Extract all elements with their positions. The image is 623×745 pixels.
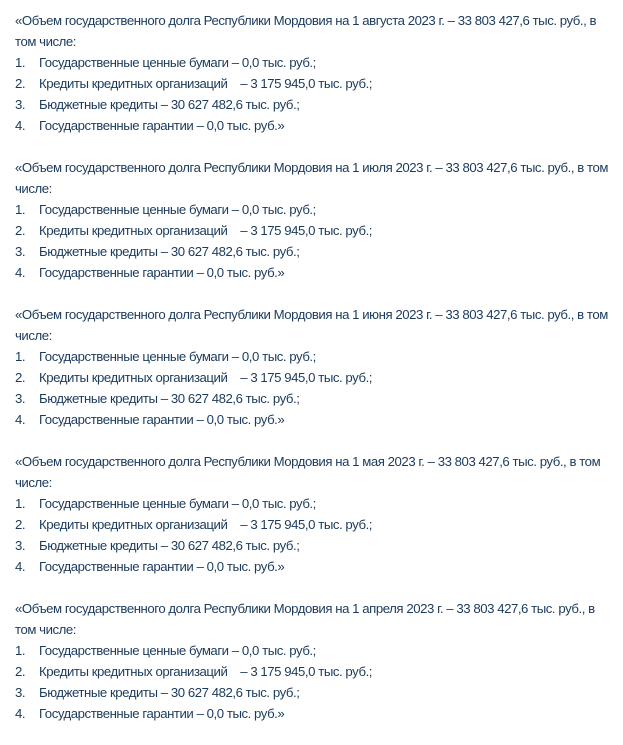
debt-block-intro: «Объем государственного долга Республики Мордовия на 1 июля 2023 г. – 33 803 427,6 тыс. руб., в том числе: xyxy=(15,160,608,196)
list-item-text: Кредиты кредитных организаций – 3 175 945,0 тыс. руб.; xyxy=(39,76,372,91)
list-item xyxy=(15,52,615,73)
list-item xyxy=(15,535,615,556)
list-item-number: 4. xyxy=(15,265,26,280)
debt-items-list xyxy=(15,346,615,430)
debt-report-content xyxy=(15,10,615,745)
list-item-text: Бюджетные кредиты – 30 627 482,6 тыс. руб.; xyxy=(39,244,300,259)
list-item-number: 4. xyxy=(15,706,26,721)
list-item xyxy=(15,640,615,661)
list-item xyxy=(15,703,615,724)
debt-items-list xyxy=(15,493,615,577)
list-item-text: Государственные гарантии – 0,0 тыс. руб.» xyxy=(39,706,285,721)
debt-block-july xyxy=(15,157,615,283)
list-item-text: Кредиты кредитных организаций – 3 175 945,0 тыс. руб.; xyxy=(39,370,372,385)
list-item xyxy=(15,115,615,136)
list-item-text: Государственные гарантии – 0,0 тыс. руб.» xyxy=(39,559,285,574)
debt-block-may xyxy=(15,451,615,577)
list-item xyxy=(15,514,615,535)
list-item-text: Государственные гарантии – 0,0 тыс. руб.» xyxy=(39,118,285,133)
debt-items-list xyxy=(15,199,615,283)
debt-block-intro: «Объем государственного долга Республики Мордовия на 1 мая 2023 г. – 33 803 427,6 тыс. руб., в том числе: xyxy=(15,454,601,490)
list-item-text: Бюджетные кредиты – 30 627 482,6 тыс. руб.; xyxy=(39,538,300,553)
list-item-text: Бюджетные кредиты – 30 627 482,6 тыс. руб.; xyxy=(39,97,300,112)
list-item-text: Бюджетные кредиты – 30 627 482,6 тыс. руб.; xyxy=(39,391,300,406)
list-item xyxy=(15,346,615,367)
debt-items-list xyxy=(15,640,615,724)
list-item-number: 1. xyxy=(15,496,26,511)
debt-items-list xyxy=(15,52,615,136)
list-item-number: 3. xyxy=(15,538,26,553)
list-item-text: Государственные гарантии – 0,0 тыс. руб.» xyxy=(39,265,285,280)
list-item-text: Кредиты кредитных организаций – 3 175 945,0 тыс. руб.; xyxy=(39,664,372,679)
list-item-text: Кредиты кредитных организаций – 3 175 945,0 тыс. руб.; xyxy=(39,517,372,532)
list-item xyxy=(15,409,615,430)
list-item-number: 3. xyxy=(15,244,26,259)
list-item-number: 2. xyxy=(15,223,26,238)
debt-block-intro: «Объем государственного долга Республики Мордовия на 1 июня 2023 г. – 33 803 427,6 тыс. руб., в том числе: xyxy=(15,307,608,343)
list-item-number: 3. xyxy=(15,97,26,112)
list-item-number: 1. xyxy=(15,643,26,658)
list-item xyxy=(15,73,615,94)
list-item xyxy=(15,199,615,220)
list-item xyxy=(15,367,615,388)
debt-block-intro: «Объем государственного долга Республики Мордовия на 1 апреля 2023 г. – 33 803 427,6 тыс. руб., в том числе: xyxy=(15,601,595,637)
list-item xyxy=(15,661,615,682)
list-item-text: Государственные гарантии – 0,0 тыс. руб.» xyxy=(39,412,285,427)
list-item-text: Государственные ценные бумаги – 0,0 тыс. руб.; xyxy=(39,55,316,70)
list-item xyxy=(15,262,615,283)
list-item-number: 4. xyxy=(15,118,26,133)
list-item-number: 3. xyxy=(15,685,26,700)
debt-block-intro: «Объем государственного долга Республики Мордовия на 1 августа 2023 г. – 33 803 427,6 тыс. руб., в том числе: xyxy=(15,13,597,49)
list-item xyxy=(15,220,615,241)
list-item-number: 2. xyxy=(15,370,26,385)
debt-block-august xyxy=(15,10,615,136)
list-item xyxy=(15,493,615,514)
debt-block-april xyxy=(15,598,615,724)
list-item xyxy=(15,388,615,409)
list-item-number: 3. xyxy=(15,391,26,406)
list-item xyxy=(15,241,615,262)
list-item-number: 4. xyxy=(15,412,26,427)
list-item-text: Бюджетные кредиты – 30 627 482,6 тыс. руб.; xyxy=(39,685,300,700)
list-item-number: 1. xyxy=(15,55,26,70)
list-item-text: Государственные ценные бумаги – 0,0 тыс. руб.; xyxy=(39,643,316,658)
list-item-number: 4. xyxy=(15,559,26,574)
list-item-number: 2. xyxy=(15,517,26,532)
list-item-text: Государственные ценные бумаги – 0,0 тыс. руб.; xyxy=(39,496,316,511)
list-item xyxy=(15,682,615,703)
list-item-number: 1. xyxy=(15,349,26,364)
list-item-number: 2. xyxy=(15,76,26,91)
list-item-number: 1. xyxy=(15,202,26,217)
list-item xyxy=(15,556,615,577)
list-item-text: Кредиты кредитных организаций – 3 175 945,0 тыс. руб.; xyxy=(39,223,372,238)
debt-block-june xyxy=(15,304,615,430)
list-item-text: Государственные ценные бумаги – 0,0 тыс. руб.; xyxy=(39,349,316,364)
list-item xyxy=(15,94,615,115)
list-item-text: Государственные ценные бумаги – 0,0 тыс. руб.; xyxy=(39,202,316,217)
list-item-number: 2. xyxy=(15,664,26,679)
